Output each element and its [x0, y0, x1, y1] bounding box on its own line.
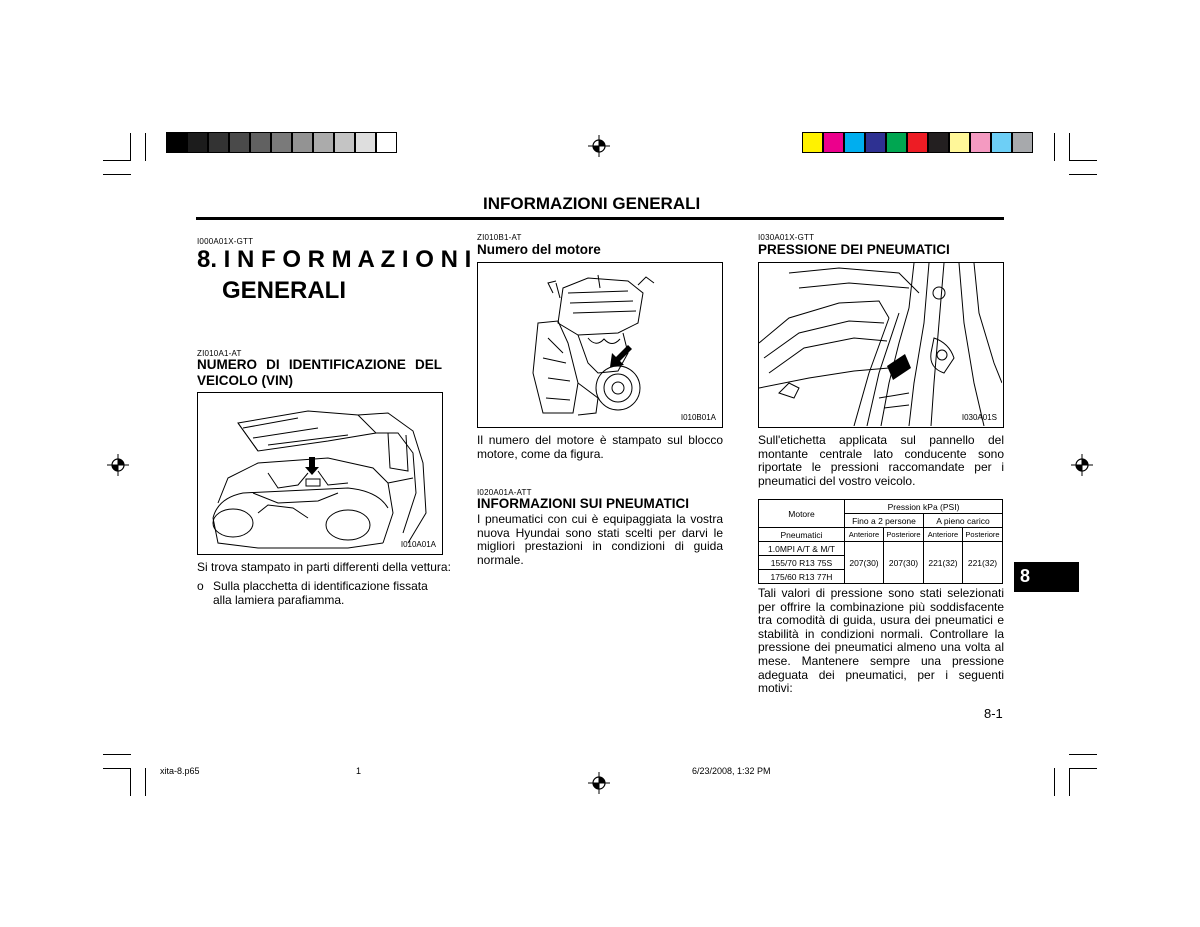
pressure-explanation-text: Tali valori di pressione sono stati selezionati per offrire la combinazione più soddisfacente tra comodità di guida, usura dei pneumatici e stabilità in condizioni normali. Controllare la pressione dei pneumatici almeno una volta al mese. Mantenere sempre una pressione adeguata dei pneumatici, per i seguenti motivi: — [758, 586, 1004, 696]
gray-swatch — [250, 132, 271, 153]
engine-text: Il numero del motore è stampato sul blocco motore, come da figura. — [477, 433, 723, 461]
tire-pressure-text: Sull'etichetta applicata sul pannello del montante centrale lato conducente sono riportate le pressioni raccomandate per i pneumatici del vostro veicolo. — [758, 433, 1004, 488]
crop-mark — [1069, 133, 1070, 161]
registration-mark-icon — [588, 135, 610, 157]
section-code: I020A01A-ATT — [477, 488, 532, 497]
table-header-pneumatici: Pneumatici — [759, 528, 845, 542]
color-swatch — [949, 132, 970, 153]
color-swatch — [823, 132, 844, 153]
color-swatch — [886, 132, 907, 153]
gray-swatch — [292, 132, 313, 153]
crop-mark — [145, 133, 146, 161]
table-header-pressure: Pression kPa (PSI) — [845, 500, 1003, 514]
table-cell-tire: 175/60 R13 77H — [759, 570, 845, 584]
gray-swatch — [229, 132, 250, 153]
crop-mark — [145, 768, 146, 796]
engine-illustration — [478, 263, 721, 426]
header-rule — [196, 217, 1004, 220]
section-code: I000A01X-GTT — [197, 237, 254, 246]
crop-mark — [1069, 174, 1097, 175]
gray-swatch — [208, 132, 229, 153]
crop-mark — [1054, 768, 1055, 796]
figure-label: I010B01A — [680, 413, 716, 422]
table-cell-value: 207(30) — [884, 542, 924, 584]
crop-mark — [103, 754, 131, 755]
color-swatch — [865, 132, 886, 153]
crop-mark — [130, 768, 131, 796]
chapter-tab-label: 8 — [1020, 566, 1031, 586]
table-header-load2: A pieno carico — [924, 514, 1003, 528]
gray-swatch — [376, 132, 397, 153]
table-cell-value: 221(32) — [963, 542, 1003, 584]
registration-mark-icon — [588, 772, 610, 794]
color-swatch — [802, 132, 823, 153]
crop-mark — [103, 174, 131, 175]
registration-mark-icon — [1071, 454, 1093, 476]
footer-page: 1 — [356, 766, 362, 776]
color-swatch — [907, 132, 928, 153]
crop-mark — [130, 133, 131, 161]
tire-info-heading: INFORMAZIONI SUI PNEUMATICI — [477, 496, 689, 511]
section-code: ZI010B1-AT — [477, 233, 522, 242]
color-swatch — [844, 132, 865, 153]
crop-mark — [1069, 754, 1097, 755]
open-hood-car-illustration — [198, 393, 441, 553]
car-hood-figure — [197, 392, 443, 555]
gray-swatch — [166, 132, 187, 153]
chapter-title: 8. I N F O R M A Z I O N I — [197, 246, 472, 273]
crop-mark — [1069, 768, 1097, 769]
table-header-rear: Posteriore — [884, 528, 924, 542]
crop-mark — [103, 768, 131, 769]
page-title: INFORMAZIONI GENERALI — [483, 194, 701, 213]
gray-swatch — [187, 132, 208, 153]
section-code: ZI010A1-AT — [197, 349, 242, 358]
table-cell-engine: 1.0MPI A/T & M/T — [759, 542, 845, 556]
table-header-motore: Motore — [759, 500, 845, 528]
door-pillar-figure — [758, 262, 1004, 428]
crop-mark — [1069, 160, 1097, 161]
color-swatch — [1012, 132, 1033, 153]
crop-mark — [1069, 768, 1070, 796]
page-number: 8-1 — [984, 706, 1003, 721]
table-cell-tire: 155/70 R13 75S — [759, 556, 845, 570]
table-header-front: Anteriore — [845, 528, 884, 542]
chapter-title-line2: GENERALI — [222, 277, 347, 304]
figure-label: I030A01S — [961, 413, 997, 422]
engine-figure — [477, 262, 723, 428]
door-pillar-illustration — [759, 263, 1002, 426]
table-cell-value: 207(30) — [845, 542, 884, 584]
registration-mark-icon — [107, 454, 129, 476]
vin-heading-line2: VEICOLO (VIN) — [197, 373, 294, 388]
figure-label: I010A01A — [400, 540, 436, 549]
vin-heading: NUMERO DI IDENTIFICAZIONE DEL — [197, 357, 442, 372]
tire-pressure-heading: PRESSIONE DEI PNEUMATICI — [758, 242, 950, 257]
gray-swatch — [355, 132, 376, 153]
crop-mark — [103, 160, 131, 161]
engine-number-heading: Numero del motore — [477, 242, 601, 257]
gray-swatch — [334, 132, 355, 153]
color-swatch — [970, 132, 991, 153]
gray-swatch — [313, 132, 334, 153]
chapter-tab — [1014, 562, 1079, 592]
vin-text: Si trova stampato in parti differenti della vettura: — [197, 560, 451, 574]
table-cell-value: 221(32) — [924, 542, 963, 584]
bullet-marker: o — [197, 579, 204, 593]
footer-date: 6/23/2008, 1:32 PM — [692, 766, 771, 776]
bullet-text: Sulla placchetta di identificazione fissata alla lamiera parafiamma. — [213, 579, 428, 607]
footer-filename: xita-8.p65 — [160, 766, 200, 776]
table-header-front: Anteriore — [924, 528, 963, 542]
tire-info-text: I pneumatici con cui è equipaggiata la vostra nuova Hyundai sono stati scelti per darvi le migliori prestazioni in condizioni di guida normale. — [477, 512, 723, 567]
color-swatch — [991, 132, 1012, 153]
tire-pressure-table — [758, 499, 1003, 584]
gray-swatch — [271, 132, 292, 153]
table-header-load1: Fino a 2 persone — [845, 514, 924, 528]
color-swatch — [928, 132, 949, 153]
section-code: I030A01X-GTT — [758, 233, 815, 242]
crop-mark — [1054, 133, 1055, 161]
table-header-rear: Posteriore — [963, 528, 1003, 542]
